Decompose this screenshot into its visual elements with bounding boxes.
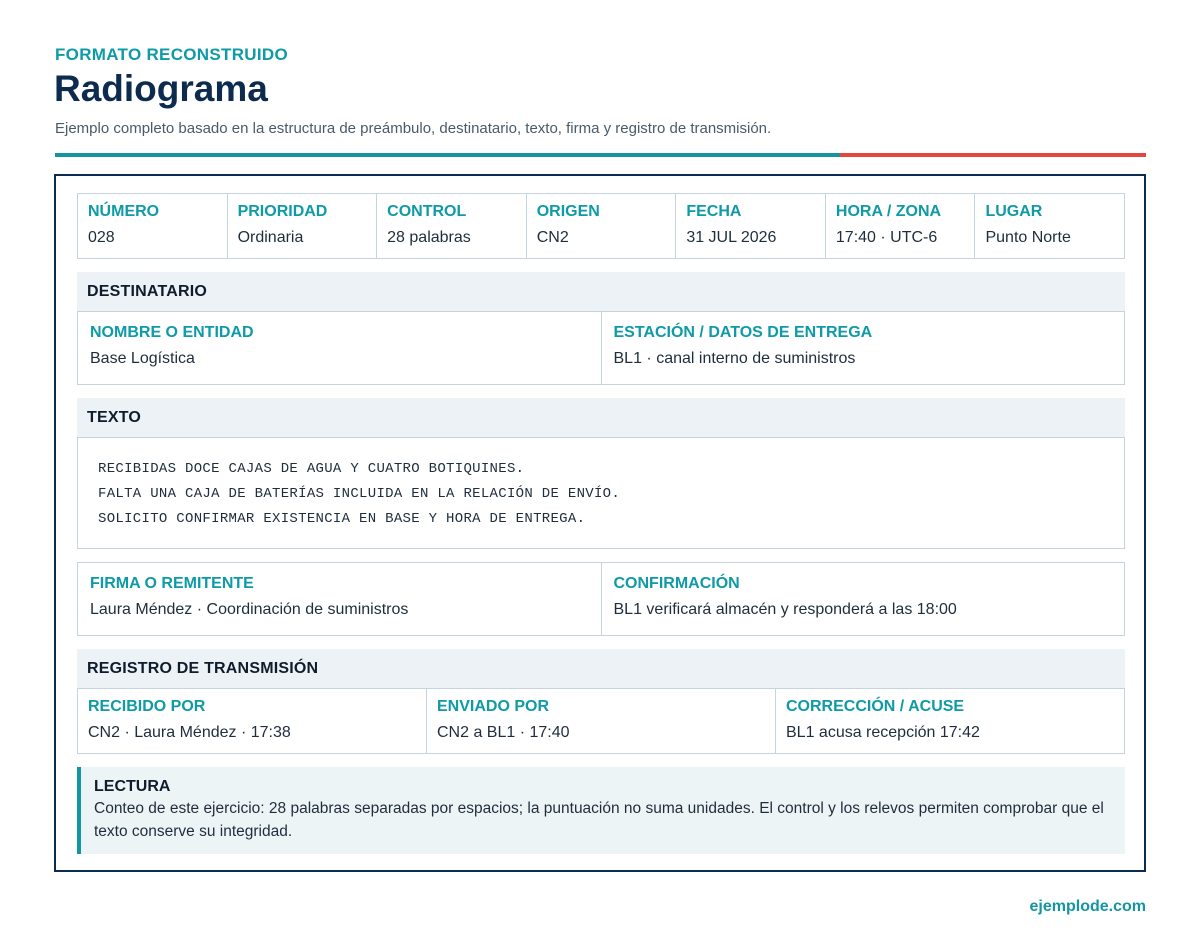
preamble-label: FECHA [686, 203, 742, 220]
preamble-origin [527, 194, 677, 258]
preamble-label: CONTROL [387, 203, 467, 220]
recipient-station-label: ESTACIÓN / DATOS DE ENTREGA [613, 324, 873, 341]
preamble-value: CN2 [536, 229, 569, 246]
sender-value: Laura Méndez · Coordinación de suministros [90, 601, 409, 618]
preamble-value: 17:40 · UTC-6 [835, 229, 938, 246]
received-by-label: RECIBIDO POR [88, 698, 206, 715]
preamble-label: NÚMERO [88, 203, 160, 220]
confirmation-label: CONFIRMACIÓN [613, 575, 740, 592]
transmission-log [77, 688, 1125, 754]
header-rule [55, 153, 1146, 157]
preamble-control [377, 194, 527, 258]
confirmation-cell [602, 563, 1125, 635]
ack-value: BL1 acusa recepción 17:42 [786, 724, 980, 741]
page-subtitle: Ejemplo completo basado en la estructura de preámbulo, destinatario, texto, firma y registro de transmisión. [55, 120, 772, 137]
message-text-box [77, 437, 1125, 549]
received-by-cell [78, 689, 427, 753]
page-title: Radiograma [54, 68, 268, 109]
preamble-priority [228, 194, 378, 258]
sent-by-value: CN2 a BL1 · 17:40 [437, 724, 570, 741]
confirmation-value: BL1 verificará almacén y responderá a las 18:00 [613, 601, 957, 618]
rule-red-segment [840, 153, 1146, 157]
message-line: RECIBIDAS DOCE CAJAS DE AGUA Y CUATRO BOTIQUINES. [98, 461, 525, 477]
preamble-value: 28 palabras [387, 229, 471, 246]
text-heading: TEXTO [77, 398, 1125, 437]
note-body: Conteo de este ejercicio: 28 palabras separadas por espacios; la puntuación no suma unidades. El control y los relevos permiten comprobar que el texto conserve su integridad. [94, 800, 1104, 840]
recipient-station-cell [602, 312, 1125, 384]
preamble-place [975, 194, 1124, 258]
recipient-name-label: NOMBRE O ENTIDAD [90, 324, 254, 341]
radiogram-form [54, 174, 1146, 872]
sent-by-label: ENVIADO POR [437, 698, 550, 715]
message-line: FALTA UNA CAJA DE BATERÍAS INCLUIDA EN LA RELACIÓN DE ENVÍO. [98, 486, 621, 502]
preamble-value: 31 JUL 2026 [686, 229, 777, 246]
preamble-value: Ordinaria [237, 229, 304, 246]
signature-box [77, 562, 1125, 636]
preamble-grid [77, 193, 1125, 259]
footer-brand-link[interactable]: ejemplode.com [1029, 898, 1146, 915]
ack-cell [776, 689, 1124, 753]
ack-label: CORRECCIÓN / ACUSE [786, 698, 965, 715]
preamble-label: HORA / ZONA [835, 203, 942, 220]
recipient-station-value: BL1 · canal interno de suministros [613, 350, 856, 367]
preamble-label: ORIGEN [536, 203, 600, 220]
note-title: LECTURA [94, 778, 171, 795]
reading-note [77, 767, 1125, 854]
recipient-heading: DESTINATARIO [77, 272, 1125, 311]
preamble-label: LUGAR [985, 203, 1043, 220]
recipient-name-cell [78, 312, 602, 384]
recipient-box [77, 311, 1125, 385]
received-by-value: CN2 · Laura Méndez · 17:38 [88, 724, 291, 741]
message-line: SOLICITO CONFIRMAR EXISTENCIA EN BASE Y HORA DE ENTREGA. [98, 511, 586, 527]
preamble-number [78, 194, 228, 258]
kicker-label: FORMATO RECONSTRUIDO [55, 45, 288, 64]
preamble-label: PRIORIDAD [237, 203, 328, 220]
rule-teal-segment [55, 153, 840, 157]
sender-cell [78, 563, 602, 635]
preamble-value: 028 [88, 229, 115, 246]
sender-label: FIRMA O REMITENTE [90, 575, 254, 592]
preamble-time-zone [826, 194, 976, 258]
preamble-date [676, 194, 826, 258]
recipient-name-value: Base Logística [90, 350, 195, 367]
sent-by-cell [427, 689, 776, 753]
log-heading: REGISTRO DE TRANSMISIÓN [77, 649, 1125, 688]
preamble-value: Punto Norte [985, 229, 1071, 246]
